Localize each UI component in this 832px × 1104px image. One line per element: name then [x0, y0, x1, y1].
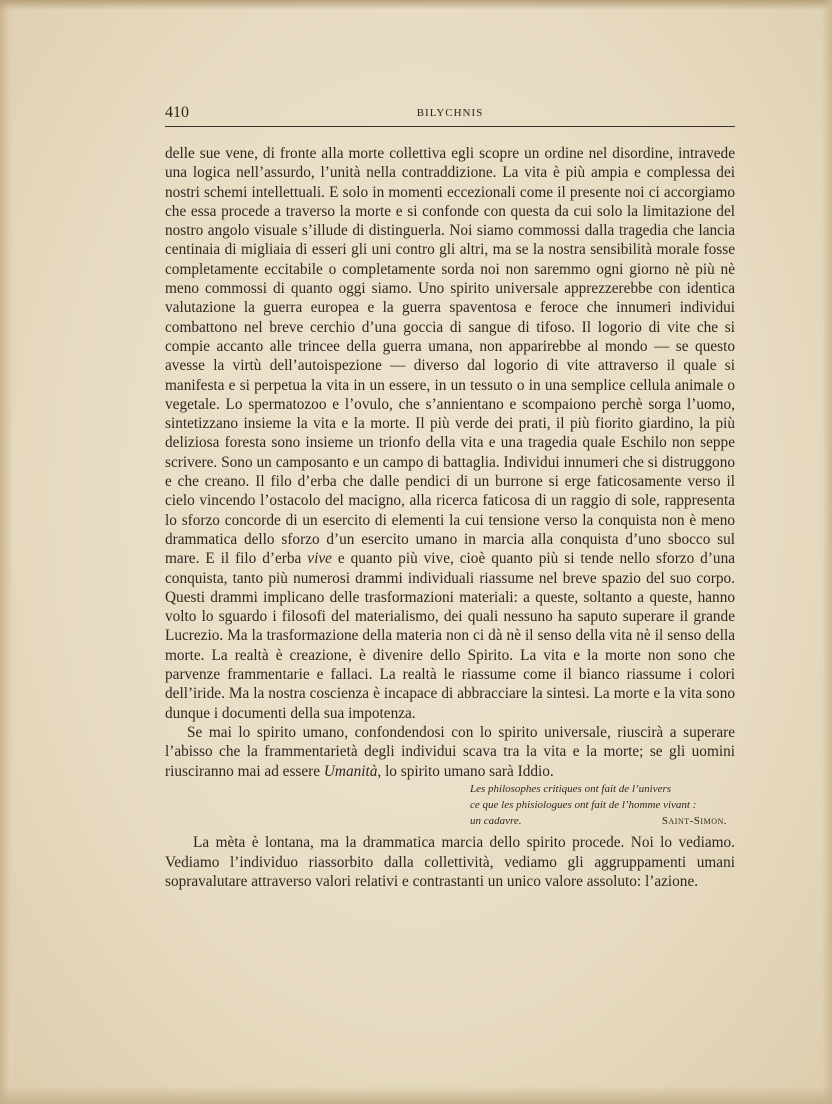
- main-text: [165, 144, 735, 781]
- page-number: 410: [165, 104, 189, 121]
- running-head: BILYCHNIS: [416, 107, 484, 119]
- paragraph-1: [165, 144, 735, 723]
- epigraph-line-3: [470, 813, 735, 829]
- paragraph-2-part-a: Se mai lo spirito umano, confondendosi con lo spirito universale, riuscirà a superare l’abisso che la frammentarietà degli individui scava tra la vita e la morte; se gli uomini riusciranno mai ad essere: [165, 723, 735, 780]
- page-binding-shadow: [0, 0, 14, 1104]
- page-bottom-edge: [0, 1086, 832, 1104]
- epigraph-line-2: ce que les phisiologues ont fait de l’homme vivant :: [470, 799, 697, 811]
- paragraph-2-part-b: lo spirito umano sarà Iddio.: [385, 762, 554, 780]
- paragraph-1-part-b: e quanto più vive, cioè quanto più si tende nello sforzo d’una conquista, tanto più numerosi drammi individuali riassume nel breve spazio del suo corpo. Questi drammi implicano delle trasformazioni materiali: a queste, soltanto a queste, hanno volto lo sguardo i filosofi del materialismo, dei quali nessuno ha saputo superare il grande Lucrezio. Ma la trasformazione della materia non ci dà nè il senso della vita nè il senso della morte. La realtà è creazione, è divenire dello Spirito. La vita e la morte non sono che parvenze frammentarie e fallaci. La realtà le riassume come il bianco riassume i colori dell’iride. Ma la nostra coscienza è incapace di abbracciare la sintesi. La morte e la vita sono dunque i documenti della sua impotenza.: [165, 550, 736, 722]
- page-header: [165, 104, 735, 127]
- italic-umanita: Umanità,: [323, 762, 382, 780]
- closing-paragraph: La mèta è lontana, ma la drammatica marcia dello spirito procede. Noi lo vediamo. Vediamo l’individuo riassorbito dalla collettività, vediamo gli aggruppamenti umani sopravalutare attraverso valori relativi e contrastanti un unico valore assoluto: l’azione.: [165, 834, 735, 890]
- epigraph: [470, 781, 735, 829]
- page-right-edge: [822, 0, 832, 1104]
- italic-vive: vive: [307, 550, 332, 568]
- page-top-edge: [0, 0, 832, 10]
- paragraph-2: [165, 723, 735, 781]
- epigraph-line-1: Les philosophes critiques ont fait de l’univers: [470, 783, 672, 795]
- paragraph-1-part-a: delle sue vene, di fronte alla morte collettiva egli scopre un ordine nel disordine, intravede una logica nell’assurdo, l’unità nella contraddizione. La vita è più ampia e complessa dei nostri schemi intellettuali. E solo in momenti eccezionali come il presente noi ci accorgiamo che essa procede a traverso la morte e si confonde con questa da cui solo la limitazione del nostro angolo visuale s’illude di distinguerla. Noi siamo commossi dalla tragedia che lancia centinaia di migliaia di esseri gli uni contro gli altri, ma se la nostra sensibilità morale fosse completamente eccitabile o completamente sorda noi non saremmo ogni giorno nè più nè meno commossi di quanto oggi siamo. Uno spirito universale apprezzerebbe con identica valutazione la guerra europea e la guerra spaventosa e feroce che innumeri individui combattono nel breve cerchio d’una goccia di sangue di tifoso. Il logorio di vite che si compie accanto alle trincee della guerra umana, non apparirebbe al mondo — se questo avesse la virtù dell’autoispezione — diverso dal logorio di vite attraverso il quale si manifesta e si perpetua la vita in un essere, in un tessuto o in una semplice cellula animale o vegetale. Lo spermatozoo e l’ovulo, che s’annientano e scompaiono perchè sorga l’uomo, sintetizzano insieme la vita e la morte. Il più verde dei prati, il più fiorito giardino, la più deliziosa foresta sono insieme un trionfo della vita e una tragedia quale Eschilo non seppe scrivere. Sono un camposanto e un campo di battaglia. Individui innumeri che si distruggono e che creano. Il filo d’erba che dalle pendici di un burrone si erge faticosamente verso il cielo vincendo l’ostacolo del macigno, alla ricerca faticosa di un raggio di sole, rappresenta lo sforzo concorde di un esercito di elementi la cui tensione verso la conquista non è meno drammatica dello sforzo d’un esercito umano in marcia alla conquista d’uno sbocco sul mare. E il filo d’erba: [165, 145, 735, 568]
- epigraph-author: Saint-Simon.: [661, 815, 727, 827]
- epigraph-line-3-text: un cadavre.: [470, 815, 522, 827]
